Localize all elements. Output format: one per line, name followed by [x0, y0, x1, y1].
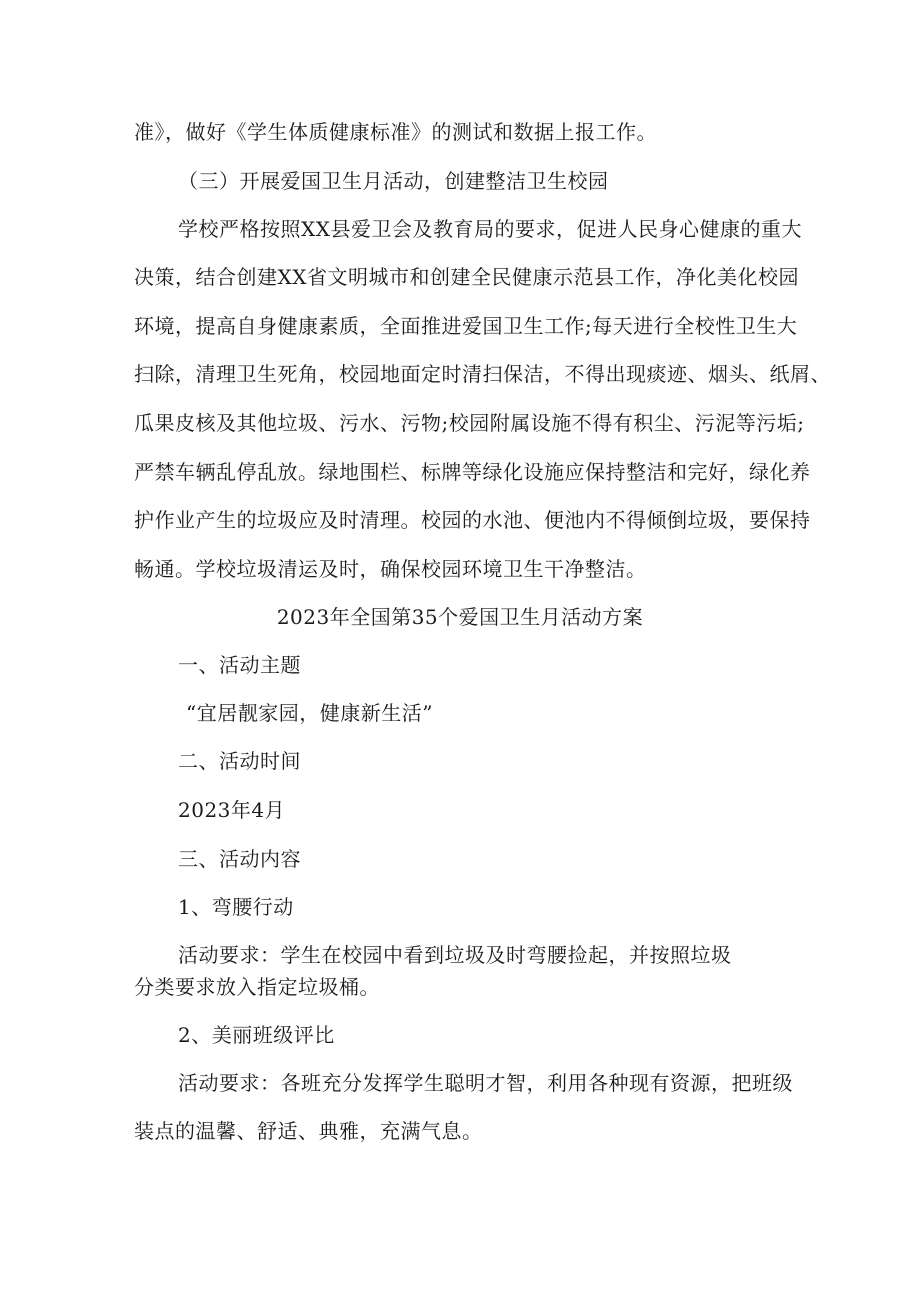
section3-paragraph-line: 学校严格按照XX县爱卫会及教育局的要求，促进人民身心健康的重大 — [178, 217, 802, 241]
section3-paragraph-line: 瓜果皮核及其他垃圾、污水、污物;校园附属设施不得有积尘、污泥等污垢; — [134, 411, 805, 435]
theme-slogan: “宜居靓家园，健康新生活” — [186, 701, 433, 725]
item-1-requirement: 分类要求放入指定垃圾桶。 — [134, 975, 380, 999]
item-1-title: 1、弯腰行动 — [178, 895, 294, 919]
heading-activity-time: 二、活动时间 — [178, 749, 301, 773]
heading-activity-theme: 一、活动主题 — [178, 653, 301, 677]
plan-title: 2023年全国第35个爱国卫生月活动方案 — [276, 605, 644, 629]
activity-time: 2023年4月 — [178, 798, 286, 822]
heading-activity-content: 三、活动内容 — [178, 847, 301, 871]
item-2-title: 2、美丽班级评比 — [178, 1023, 335, 1047]
section3-heading: （三）开展爱国卫生月活动，创建整洁卫生校园 — [178, 169, 609, 193]
item-1-requirement: 活动要求：学生在校园中看到垃圾及时弯腰捡起，并按照垃圾 — [178, 943, 732, 967]
item-2-requirement: 装点的温馨、舒适、典雅，充满气息。 — [134, 1119, 483, 1143]
section3-paragraph-line: 畅通。学校垃圾清运及时，确保校园环境卫生干净整洁。 — [134, 557, 647, 581]
section3-paragraph-line: 扫除，清理卫生死角，校园地面定时清扫保洁，不得出现痰迹、烟头、纸屑、 — [134, 362, 831, 386]
item-2-requirement: 活动要求：各班充分发挥学生聪明才智，利用各种现有资源，把班级 — [178, 1071, 793, 1095]
section3-paragraph-line: 严禁车辆乱停乱放。绿地围栏、标牌等绿化设施应保持整洁和完好，绿化养 — [134, 460, 811, 484]
continuation-line: 准》，做好《学生体质健康标准》的测试和数据上报工作。 — [134, 120, 657, 144]
section3-paragraph-line: 护作业产生的垃圾应及时清理。校园的水池、便池内不得倾倒垃圾，要保持 — [134, 508, 811, 532]
section3-paragraph-line: 决策，结合创建XX省文明城市和创建全民健康示范县工作，净化美化校园 — [134, 265, 799, 289]
section3-paragraph-line: 环境，提高自身健康素质，全面推进爱国卫生工作;每天进行全校性卫生大 — [134, 314, 798, 338]
